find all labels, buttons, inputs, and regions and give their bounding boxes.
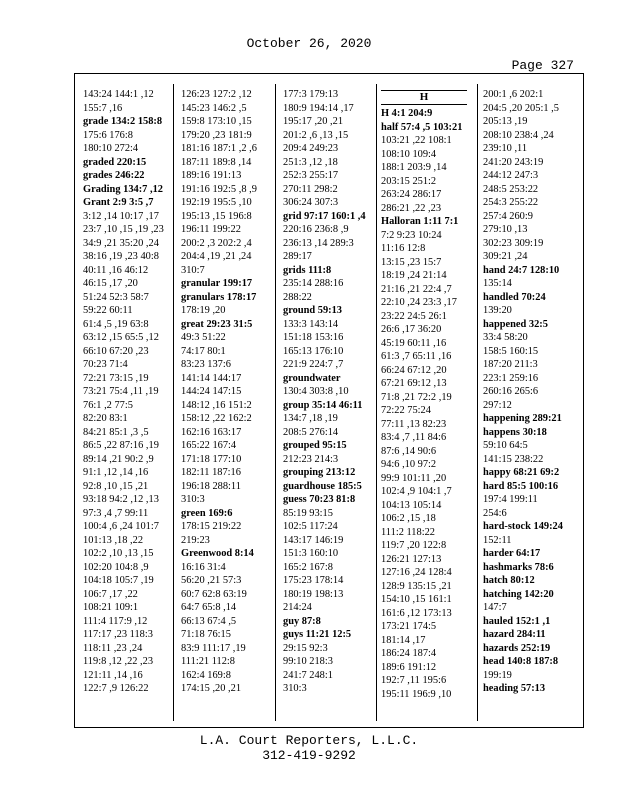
index-entry-ref: 181:16 187:1 ,2 ,6 [181,143,257,154]
index-entry-ref: 212:23 214:3 [283,453,339,465]
index-entry-term: happened 32:5 [483,318,548,330]
index-entry-ref: 306:24 307:3 [283,197,339,208]
index-entry-ref: 175:23 178:14 [283,575,344,586]
index-entry-ref: 288:22 [283,291,312,303]
index-entry-term: hard 85:5 100:16 [483,480,559,492]
index-entry-ref: 244:12 247:3 [483,170,539,181]
index-entry-ref: 111:2 118:22 [381,526,435,538]
index-entry-ref: 119:7 ,20 122:8 [381,540,447,551]
index-entry-ref: 71:18 76:15 [181,629,231,640]
index-entry-ref: 208:10 238:4 ,24 [483,129,554,141]
index-entry-ref: 187:20 211:3 [483,359,538,370]
index-entry-term: grouped 95:15 [283,440,347,451]
column-divider [275,84,276,721]
index-entry-ref: 64:7 65:8 ,14 [181,602,237,613]
index-entry-ref: 29:15 92:3 [283,642,328,654]
index-entry-ref: 263:24 286:17 [381,189,442,200]
index-entry-term: grids 111:8 [283,264,332,276]
index-entry-ref: 93:18 94:2 ,12 ,13 [83,494,159,505]
index-entry-ref: 208:5 276:14 [283,426,339,438]
index-entry-ref: 192:19 195:5 ,10 [181,197,252,208]
index-entry-ref: 175:6 176:8 [83,129,133,141]
index-entry-ref: 248:5 253:22 [483,183,539,195]
index-entry-ref: 128:9 135:15 ,21 [381,580,452,592]
index-entry-ref: 235:14 288:16 [283,278,344,289]
index-entry-ref: 197:4 199:11 [483,494,538,505]
index-entry-ref: 302:23 309:19 [483,237,544,249]
index-entry-ref: 86:5 ,22 87:16 ,19 [83,440,159,451]
index-entry-ref: 174:15 ,20 ,21 [181,683,242,694]
index-entry-ref: 83:23 137:6 [181,359,231,370]
index-entry-ref: 141:15 238:22 [483,453,544,465]
index-entry-ref: 46:15 ,17 ,20 [83,278,138,289]
index-entry-ref: 76:1 ,2 77:5 [83,399,133,411]
index-entry-ref: 297:12 [483,399,512,411]
index-entry-ref: 106:2 ,15 ,18 [381,513,436,524]
index-entry-ref: 279:10 ,13 [483,224,528,235]
index-entry-ref: 66:10 67:20 ,23 [83,345,149,357]
index-entry-ref: 241:20 243:19 [483,156,544,168]
index-entry-ref: 144:24 147:15 [181,386,242,397]
index-entry-ref: 33:4 58:20 [483,332,528,343]
index-entry-ref: 161:6 ,12 173:13 [381,607,452,619]
footer-phone: 312-419-9292 [262,748,356,763]
index-entry-ref: 77:11 ,13 82:23 [381,418,447,430]
index-entry-ref: 196:18 288:11 [181,480,241,492]
index-entry-term: happening 289:21 [483,413,562,424]
index-entry-ref: 67:21 69:12 ,13 [381,378,447,389]
index-entry-ref: 254:3 255:22 [483,197,539,208]
index-entry-term: Grading 134:7 ,12 [83,183,163,195]
index-entry-ref: 71:8 ,21 72:2 ,19 [381,391,452,403]
index-entry-term: grouping 213:12 [283,467,356,478]
index-entry-ref: 219:23 [181,534,210,546]
index-entry-ref: 196:11 199:22 [181,224,241,235]
index-entry-term: head 140:8 187:8 [483,656,559,667]
index-entry-ref: 187:11 189:8 ,14 [181,156,252,168]
index-entry-term: graded 220:15 [83,156,147,168]
column-divider [173,84,174,721]
index-entry-ref: 121:11 ,14 ,16 [83,669,143,681]
index-column-4 [381,88,473,721]
index-entry-ref: 162:4 169:8 [181,669,231,681]
index-entry-ref: 223:1 259:16 [483,372,539,384]
index-entry-ref: 102:5 117:24 [283,521,338,532]
index-entry-term: hazard 284:11 [483,629,546,640]
index-entry-ref: 134:7 ,18 ,19 [283,413,338,424]
index-entry-term: happens 30:18 [483,426,547,438]
index-entry-ref: 34:9 ,21 35:20 ,24 [83,237,159,249]
index-entry-term: green 169:6 [181,507,233,519]
index-entry-ref: 257:4 260:9 [483,210,533,222]
index-entry-term: great 29:23 31:5 [181,318,253,330]
index-entry-ref: 159:8 173:10 ,15 [181,116,252,127]
index-entry-ref: 104:18 105:7 ,19 [83,575,154,586]
column-divider [477,84,478,721]
index-entry-ref: 74:17 80:1 [181,345,226,357]
index-entry-ref: 178:19 ,20 [181,305,226,316]
index-entry-ref: 254:6 [483,507,507,519]
index-entry-ref: 40:11 ,16 46:12 [83,264,149,276]
index-entry-ref: 139:20 [483,305,512,316]
index-entry-ref: 189:16 191:13 [181,170,242,181]
index-entry-ref: 151:3 160:10 [283,548,339,559]
index-entry-ref: 239:10 ,11 [483,143,528,154]
index-entry-term: grid 97:17 160:1 ,4 [283,210,366,222]
index-entry-term: guy 87:8 [283,615,321,627]
index-entry-ref: 102:20 104:8 ,9 [83,561,149,573]
index-entry-ref: 63:12 ,15 65:5 ,12 [83,332,159,343]
index-entry-ref: 252:3 255:17 [283,170,339,181]
column-divider [376,84,377,721]
index-entry-ref: 49:3 51:22 [181,332,226,343]
index-entry-ref: 148:12 ,16 151:2 [181,399,252,411]
index-entry-ref: 60:7 62:8 63:19 [181,588,247,600]
index-entry-ref: 181:14 ,17 [381,634,426,646]
index-entry-ref: 177:3 179:13 [283,89,339,100]
index-entry-ref: 26:6 ,17 36:20 [381,324,442,335]
index-entry-ref: 51:24 52:3 58:7 [83,291,149,303]
index-entry-term: hard-stock 149:24 [483,521,563,532]
index-entry-term: Halloran 1:11 7:1 [381,216,459,227]
index-entry-ref: 106:7 ,17 ,22 [83,588,138,600]
index-entry-term: ground 59:13 [283,305,342,316]
index-entry-term: Greenwood 8:14 [181,548,254,559]
index-entry-ref: 310:7 [181,264,205,276]
index-entry-ref: 165:13 176:10 [283,345,344,357]
index-entry-term: groundwater [283,372,341,384]
index-entry-ref: 189:6 191:12 [381,661,437,673]
index-entry-term: hazards 252:19 [483,642,551,654]
index-entry-ref: 18:19 ,24 21:14 [381,270,447,281]
index-entry-ref: 165:22 167:4 [181,440,237,451]
index-entry-ref: 309:21 ,24 [483,251,528,262]
index-entry-term: grade 134:2 158:8 [83,116,163,127]
index-entry-ref: 289:17 [283,251,312,262]
page-number: Page 327 [511,58,574,73]
index-entry-ref: 195:17 ,20 ,21 [283,116,344,127]
index-entry-term: granulars 178:17 [181,291,257,303]
index-entry-ref: 204:4 ,19 ,21 ,24 [181,251,252,262]
index-entry-ref: 101:13 ,18 ,22 [83,534,144,546]
index-entry-ref: 117:17 ,23 118:3 [83,629,153,640]
index-entry-term: hatching 142:20 [483,588,554,600]
index-entry-ref: 165:2 167:8 [283,561,333,573]
index-entry-ref: 23:7 ,10 ,15 ,19 ,23 [83,224,164,235]
index-entry-ref: 82:20 83:1 [83,413,128,424]
index-entry-ref: 100:4 ,6 ,24 101:7 [83,521,159,532]
index-entry-ref: 127:16 ,24 128:4 [381,567,452,578]
index-entry-term: granular 199:17 [181,278,253,289]
index-entry-ref: 122:7 ,9 126:22 [83,683,149,694]
index-entry-term: heading 57:13 [483,683,546,694]
index-entry-ref: 214:24 [283,602,312,613]
index-entry-ref: 102:2 ,10 ,13 ,15 [83,548,154,559]
index-entry-ref: 59:10 64:5 [483,440,528,451]
index-entry-ref: 23:22 24:5 26:1 [381,310,447,322]
index-entry-ref: 209:4 249:23 [283,143,339,154]
index-entry-ref: 195:11 196:9 ,10 [381,688,452,700]
index-entry-ref: 130:4 303:8 ,10 [283,386,349,397]
index-entry-ref: 220:16 236:8 ,9 [283,224,349,235]
index-entry-ref: 182:11 187:16 [181,467,241,478]
index-entry-ref: 126:21 127:13 [381,553,442,565]
index-entry-ref: 310:3 [283,683,307,694]
index-entry-ref: 3:12 ,14 10:17 ,17 [83,210,159,222]
index-entry-term: half 57:4 ,5 103:21 [381,121,463,133]
index-entry-ref: 173:21 174:5 [381,621,437,632]
index-entry-ref: 192:7 ,11 195:6 [381,675,447,686]
index-entry-ref: 133:3 143:14 [283,318,339,330]
index-entry-ref: 97:3 ,4 ,7 99:11 [83,507,149,519]
index-entry-ref: 119:8 ,12 ,22 ,23 [83,656,154,667]
index-entry-ref: 178:15 219:22 [181,521,242,532]
index-entry-ref: 16:16 31:4 [181,561,226,573]
index-entry-ref: 66:13 67:4 ,5 [181,615,237,627]
index-entry-ref: 205:13 ,19 [483,116,528,127]
index-frame [74,73,584,728]
page-date: October 26, 2020 [246,36,372,51]
index-entry-ref: 111:4 117:9 ,12 [83,615,148,627]
index-entry-ref: 118:11 ,23 ,24 [83,642,143,654]
index-entry-term: hand 24:7 128:10 [483,264,560,276]
index-entry-ref: 221:9 224:7 ,7 [283,359,344,370]
index-entry-ref: 102:4 ,9 104:1 ,7 [381,486,452,497]
index-entry-ref: 270:11 298:2 [283,183,338,195]
index-entry-ref: 83:9 111:17 ,19 [181,642,246,654]
index-entry-ref: 126:23 127:2 ,12 [181,89,252,100]
index-entry-ref: 200:1 ,6 202:1 [483,89,544,100]
index-entry-ref: 72:22 75:24 [381,405,431,416]
index-entry-ref: 143:17 146:19 [283,534,344,546]
index-entry-term: H 4:1 204:9 [381,108,433,119]
index-entry-ref: 99:9 101:11 ,20 [381,472,447,484]
index-entry-ref: 158:12 ,22 162:2 [181,413,252,424]
index-entry-ref: 179:20 ,23 181:9 [181,129,252,141]
index-column-1 [83,88,171,721]
index-entry-ref: 188:1 203:9 ,14 [381,162,447,173]
page-footer [0,733,618,763]
index-entry-ref: 195:13 ,15 196:8 [181,210,252,222]
index-entry-ref: 11:16 12:8 [381,243,426,254]
footer-company: L.A. Court Reporters, L.L.C. [199,733,419,748]
index-entry-term: guardhouse 185:5 [283,480,362,492]
index-entry-ref: 201:2 ,6 ,13 ,15 [283,129,349,141]
index-entry-ref: 13:15 ,23 15:7 [381,256,442,268]
index-entry-ref: 83:4 ,7 ,11 84:6 [381,432,447,443]
index-entry-ref: 108:10 109:4 [381,148,437,160]
index-entry-ref: 204:5 ,20 205:1 ,5 [483,102,559,114]
index-entry-ref: 155:7 ,16 [83,102,123,114]
index-entry-ref: 171:18 177:10 [181,453,242,465]
index-entry-term: handled 70:24 [483,291,546,303]
index-entry-term: guess 70:23 81:8 [283,494,356,505]
index-entry-ref: 236:13 ,14 289:3 [283,237,354,249]
index-entry-ref: 141:14 144:17 [181,372,242,384]
index-entry-ref: 180:10 272:4 [83,143,139,154]
index-entry-ref: 59:22 60:11 [83,305,133,316]
index-entry-ref: 147:7 [483,602,507,613]
index-entry-ref: 85:19 93:15 [283,507,333,519]
index-entry-ref: 191:16 192:5 ,8 ,9 [181,183,257,195]
index-entry-ref: 94:6 ,10 97:2 [381,459,437,470]
index-entry-ref: 73:21 75:4 ,11 ,19 [83,386,159,397]
index-entry-ref: 162:16 163:17 [181,426,242,438]
index-column-2 [181,88,269,721]
index-entry-ref: 180:9 194:14 ,17 [283,102,354,114]
index-entry-ref: 286:21 ,22 ,23 [381,202,442,214]
index-entry-ref: 66:24 67:12 ,20 [381,364,447,376]
index-column-3 [283,88,373,721]
index-entry-ref: 111:21 112:8 [181,656,235,667]
index-entry-ref: 89:14 ,21 90:2 ,9 [83,453,154,465]
index-entry-ref: 72:21 73:15 ,19 [83,372,149,384]
index-entry-ref: 143:24 144:1 ,12 [83,89,154,100]
index-entry-ref: 84:21 85:1 ,3 ,5 [83,426,149,438]
index-entry-term: guys 11:21 12:5 [283,629,352,640]
index-entry-ref: 241:7 248:1 [283,669,333,681]
index-entry-ref: 61:3 ,7 65:11 ,16 [381,351,452,362]
index-entry-term: grades 246:22 [83,170,145,181]
index-entry-ref: 200:2 ,3 202:2 ,4 [181,237,252,249]
index-entry-ref: 145:23 146:2 ,5 [181,102,247,114]
index-entry-ref: 180:19 198:13 [283,588,344,600]
index-entry-ref: 70:23 71:4 [83,359,128,370]
index-entry-ref: 21:16 ,21 22:4 ,7 [381,283,452,295]
index-entry-term: hashmarks 78:6 [483,561,554,573]
index-entry-term: group 35:14 46:11 [283,399,363,411]
index-entry-term: hatch 80:12 [483,575,535,586]
index-entry-ref: 186:24 187:4 [381,648,437,659]
index-entry-ref: 154:10 ,15 161:1 [381,594,452,605]
index-entry-term: harder 64:17 [483,548,541,559]
index-entry-ref: 152:11 [483,534,512,546]
index-entry-ref: 151:18 153:16 [283,332,344,343]
index-entry-ref: 103:21 ,22 108:1 [381,135,452,146]
index-entry-ref: 260:16 265:6 [483,386,539,397]
index-entry-ref: 310:3 [181,494,205,505]
index-entry-ref: 87:6 ,14 90:6 [381,445,437,457]
index-entry-ref: 92:8 ,10 ,15 ,21 [83,480,149,492]
index-entry-ref: 7:2 9:23 10:24 [381,229,442,241]
index-entry-term: happy 68:21 69:2 [483,467,560,478]
index-entry-ref: 61:4 ,5 ,19 63:8 [83,318,149,330]
index-entry-ref: 99:10 218:3 [283,656,333,667]
index-entry-ref: 199:19 [483,669,512,681]
index-entry-ref: 104:13 105:14 [381,499,442,511]
index-entry-ref: 135:14 [483,278,512,289]
index-entry-ref: 38:16 ,19 ,23 40:8 [83,251,159,262]
index-entry-ref: 56:20 ,21 57:3 [181,575,242,586]
index-entry-ref: 203:15 251:2 [381,175,437,187]
letter-section-header: H [381,90,467,105]
index-entry-ref: 251:3 ,12 ,18 [283,156,338,168]
index-entry-ref: 108:21 109:1 [83,602,139,613]
index-entry-ref: 91:1 ,12 ,14 ,16 [83,467,149,478]
index-column-5 [483,88,581,721]
index-entry-ref: 45:19 60:11 ,16 [381,337,447,349]
index-entry-ref: 158:5 160:15 [483,345,539,357]
index-entry-term: Grant 2:9 3:5 ,7 [83,197,154,208]
index-entry-term: hauled 152:1 ,1 [483,615,551,627]
index-entry-ref: 22:10 ,24 23:3 ,17 [381,297,457,308]
